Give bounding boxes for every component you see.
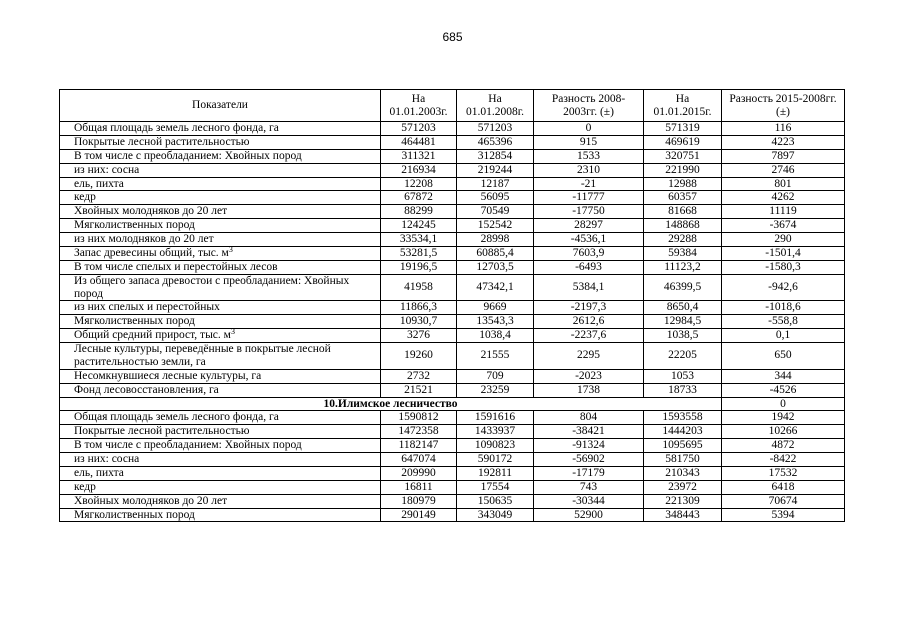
cell-value: 7603,9 (534, 246, 644, 260)
cell-value: 1433937 (457, 425, 534, 439)
header-diff-2015-2008: Разность 2015-2008гг. (±) (722, 90, 845, 122)
cell-value: 9669 (457, 301, 534, 315)
cell-value: -1018,6 (722, 301, 845, 315)
cell-value: -3674 (722, 219, 845, 233)
cell-value: 21555 (457, 343, 534, 370)
cell-value: 152542 (457, 219, 534, 233)
cell-value: 0 (534, 122, 644, 136)
cell-value: 180979 (381, 494, 457, 508)
cell-value: 12187 (457, 177, 534, 191)
section-title: 10.Илимское лесничество (60, 397, 722, 411)
cell-value: 10930,7 (381, 315, 457, 329)
row-label-text: Лесные культуры, переведённые в покрытые лесной растительностью земли, га (74, 343, 331, 368)
table-row (60, 480, 845, 494)
row-label (60, 383, 381, 397)
cell-value: -56902 (534, 453, 644, 467)
table-row (60, 260, 845, 274)
cell-value: 1472358 (381, 425, 457, 439)
cell-value: 148868 (644, 219, 722, 233)
cell-value: 2612,6 (534, 315, 644, 329)
cell-value: 70549 (457, 205, 534, 219)
cell-value: 52900 (534, 508, 644, 522)
table-row (60, 329, 845, 343)
cell-value: 1590812 (381, 411, 457, 425)
cell-value: 1533 (534, 149, 644, 163)
cell-value: 1038,4 (457, 329, 534, 343)
cell-value: 1095695 (644, 439, 722, 453)
cell-value: 219244 (457, 163, 534, 177)
cell-value: 348443 (644, 508, 722, 522)
row-label-text: В том числе с преобладанием: Хвойных пород (74, 149, 302, 162)
row-label-text: из них молодняков до 20 лет (74, 233, 214, 245)
cell-value: 590172 (457, 453, 534, 467)
cell-value: 28297 (534, 219, 644, 233)
row-label-text: Покрытые лесной растительностью (74, 135, 250, 148)
table-row (60, 411, 845, 425)
cell-value: 4223 (722, 135, 845, 149)
cell-value: 19260 (381, 343, 457, 370)
table-row (60, 343, 845, 370)
cell-value: 343049 (457, 508, 534, 522)
page-number: 685 (442, 30, 463, 44)
cell-value: 23972 (644, 480, 722, 494)
unit-superscript: 3 (228, 244, 233, 254)
row-label (60, 466, 381, 480)
cell-value: 10266 (722, 425, 845, 439)
cell-value: 290 (722, 233, 845, 247)
cell-value: 11866,3 (381, 301, 457, 315)
cell-value: -2237,6 (534, 329, 644, 343)
cell-value: 1593558 (644, 411, 722, 425)
row-label-text: Общая площадь земель лесного фонда, га (74, 411, 279, 424)
cell-value: 650 (722, 343, 845, 370)
cell-value: 311321 (381, 149, 457, 163)
row-label-text: В том числе с преобладанием: Хвойных пород (74, 439, 302, 452)
cell-value: 571319 (644, 122, 722, 136)
table-row (60, 233, 845, 247)
table-header-row (60, 90, 845, 122)
cell-value: -4536,1 (534, 233, 644, 247)
cell-value: 709 (457, 369, 534, 383)
row-label (60, 135, 381, 149)
cell-value: 1444203 (644, 425, 722, 439)
cell-value: -1580,3 (722, 260, 845, 274)
table-body (60, 122, 845, 522)
row-label-text: ель, пихта (74, 177, 124, 190)
cell-value: 17554 (457, 480, 534, 494)
cell-value: 60357 (644, 191, 722, 205)
table-row (60, 301, 845, 315)
cell-value: 1942 (722, 411, 845, 425)
row-label (60, 494, 381, 508)
cell-value: 116 (722, 122, 845, 136)
cell-value: 1591616 (457, 411, 534, 425)
table-row (60, 177, 845, 191)
cell-value: 11123,2 (644, 260, 722, 274)
table-row (60, 315, 845, 329)
cell-value: 743 (534, 480, 644, 494)
cell-value: 0,1 (722, 329, 845, 343)
cell-value: 2746 (722, 163, 845, 177)
cell-value: 915 (534, 135, 644, 149)
cell-value: 5394 (722, 508, 845, 522)
row-label (60, 233, 381, 247)
row-label-text: Общая площадь земель лесного фонда, га (74, 122, 279, 134)
table-row (60, 453, 845, 467)
cell-value: 1053 (644, 369, 722, 383)
row-label-text: Запас древесины общий, тыс. м (74, 246, 229, 259)
table-row (60, 205, 845, 219)
cell-value: 221309 (644, 494, 722, 508)
table-row (60, 508, 845, 522)
cell-value: 7897 (722, 149, 845, 163)
cell-value: 56095 (457, 191, 534, 205)
cell-value: 571203 (457, 122, 534, 136)
table-row (60, 122, 845, 136)
cell-value: -38421 (534, 425, 644, 439)
row-label (60, 301, 381, 315)
unit-superscript: 3 (230, 327, 235, 337)
row-label-text: из них: сосна (74, 163, 140, 176)
cell-value: 12208 (381, 177, 457, 191)
cell-value: 192811 (457, 466, 534, 480)
row-label (60, 439, 381, 453)
cell-value: 67872 (381, 191, 457, 205)
header-indicators: Показатели (60, 90, 381, 122)
section-value: 0 (722, 397, 845, 411)
cell-value: 464481 (381, 135, 457, 149)
row-label-text: Хвойных молодняков до 20 лет (74, 494, 228, 507)
row-label-text: В том числе спелых и перестойных лесов (74, 260, 278, 273)
row-label (60, 163, 381, 177)
cell-value: 2295 (534, 343, 644, 370)
row-label-text: Общий средний прирост, тыс. м (74, 329, 231, 342)
row-label-text: кедр (74, 191, 96, 204)
cell-value: 209990 (381, 466, 457, 480)
cell-value: 124245 (381, 219, 457, 233)
cell-value: -558,8 (722, 315, 845, 329)
cell-value: -1501,4 (722, 246, 845, 260)
cell-value: -17179 (534, 466, 644, 480)
cell-value: -91324 (534, 439, 644, 453)
row-label-text: Мягколиственных пород (74, 219, 195, 232)
cell-value: 1738 (534, 383, 644, 397)
row-label (60, 149, 381, 163)
cell-value: 469619 (644, 135, 722, 149)
row-label-text: ель, пихта (74, 466, 124, 479)
row-label (60, 177, 381, 191)
row-label (60, 369, 381, 383)
row-label (60, 343, 381, 370)
cell-value: 210343 (644, 466, 722, 480)
row-label (60, 274, 381, 301)
cell-value: 28998 (457, 233, 534, 247)
cell-value: 571203 (381, 122, 457, 136)
table-row (60, 149, 845, 163)
cell-value: 16811 (381, 480, 457, 494)
cell-value: 4872 (722, 439, 845, 453)
header-2008: На 01.01.2008г. (457, 90, 534, 122)
header-2003: На 01.01.2003г. (381, 90, 457, 122)
cell-value: 4262 (722, 191, 845, 205)
row-label (60, 205, 381, 219)
table-row (60, 369, 845, 383)
cell-value: 344 (722, 369, 845, 383)
cell-value: 581750 (644, 453, 722, 467)
cell-value: 312854 (457, 149, 534, 163)
cell-value: 13543,3 (457, 315, 534, 329)
cell-value: 22205 (644, 343, 722, 370)
cell-value: -11777 (534, 191, 644, 205)
cell-value: -4526 (722, 383, 845, 397)
row-label (60, 191, 381, 205)
cell-value: -21 (534, 177, 644, 191)
table-row (60, 191, 845, 205)
cell-value: 8650,4 (644, 301, 722, 315)
row-label-text: Из общего запаса древостои с преобладанием: Хвойных пород (74, 274, 350, 300)
cell-value: 29288 (644, 233, 722, 247)
row-label-text: Несомкнувшиеся лесные культуры, га (74, 369, 262, 382)
cell-value: 12984,5 (644, 315, 722, 329)
table-row (60, 383, 845, 397)
cell-value: 59384 (644, 246, 722, 260)
cell-value: 46399,5 (644, 274, 722, 301)
cell-value: 70674 (722, 494, 845, 508)
row-label (60, 329, 381, 343)
cell-value: 33534,1 (381, 233, 457, 247)
header-diff-2008-2003: Разность 2008-2003гг. (±) (534, 90, 644, 122)
row-label (60, 480, 381, 494)
cell-value: 60885,4 (457, 246, 534, 260)
cell-value: 41958 (381, 274, 457, 301)
cell-value: 221990 (644, 163, 722, 177)
cell-value: -2023 (534, 369, 644, 383)
cell-value: 2310 (534, 163, 644, 177)
table-row (60, 274, 845, 301)
cell-value: 5384,1 (534, 274, 644, 301)
cell-value: 88299 (381, 205, 457, 219)
table-row (60, 425, 845, 439)
cell-value: 17532 (722, 466, 845, 480)
cell-value: 320751 (644, 149, 722, 163)
row-label (60, 411, 381, 425)
cell-value: 21521 (381, 383, 457, 397)
cell-value: -6493 (534, 260, 644, 274)
table-row (60, 494, 845, 508)
row-label-text: из них: сосна (74, 453, 140, 465)
cell-value: 53281,5 (381, 246, 457, 260)
row-label-text: из них спелых и перестойных (74, 301, 220, 314)
table-row (60, 219, 845, 233)
table-row (60, 135, 845, 149)
row-label (60, 122, 381, 136)
row-label (60, 453, 381, 467)
row-label-text: кедр (74, 480, 96, 493)
row-label-text: Хвойных молодняков до 20 лет (74, 205, 228, 218)
cell-value: 1038,5 (644, 329, 722, 343)
table-row (60, 439, 845, 453)
row-label-text: Фонд лесовосстановления, га (74, 383, 219, 396)
cell-value: 11119 (722, 205, 845, 219)
cell-value: 3276 (381, 329, 457, 343)
row-label-text: Мягколиственных пород (74, 315, 195, 328)
cell-value: -8422 (722, 453, 845, 467)
cell-value: 647074 (381, 453, 457, 467)
row-label-text: Мягколиственных пород (74, 508, 195, 521)
cell-value: 1090823 (457, 439, 534, 453)
cell-value: 1182147 (381, 439, 457, 453)
cell-value: 47342,1 (457, 274, 534, 301)
cell-value: 804 (534, 411, 644, 425)
forest-fund-table (59, 89, 845, 522)
row-label (60, 246, 381, 260)
section-row (60, 397, 845, 411)
row-label-text: Покрытые лесной растительностью (74, 425, 250, 438)
cell-value: 290149 (381, 508, 457, 522)
row-label (60, 260, 381, 274)
cell-value: 81668 (644, 205, 722, 219)
row-label (60, 219, 381, 233)
cell-value: 2732 (381, 369, 457, 383)
table-row (60, 163, 845, 177)
cell-value: 19196,5 (381, 260, 457, 274)
table-row (60, 246, 845, 260)
cell-value: -942,6 (722, 274, 845, 301)
table-row (60, 466, 845, 480)
cell-value: 18733 (644, 383, 722, 397)
cell-value: 12703,5 (457, 260, 534, 274)
row-label (60, 508, 381, 522)
row-label (60, 315, 381, 329)
cell-value: 216934 (381, 163, 457, 177)
cell-value: 150635 (457, 494, 534, 508)
cell-value: 465396 (457, 135, 534, 149)
cell-value: 12988 (644, 177, 722, 191)
header-2015: На 01.01.2015г. (644, 90, 722, 122)
cell-value: -2197,3 (534, 301, 644, 315)
cell-value: 801 (722, 177, 845, 191)
cell-value: -30344 (534, 494, 644, 508)
cell-value: 6418 (722, 480, 845, 494)
cell-value: -17750 (534, 205, 644, 219)
cell-value: 23259 (457, 383, 534, 397)
row-label (60, 425, 381, 439)
